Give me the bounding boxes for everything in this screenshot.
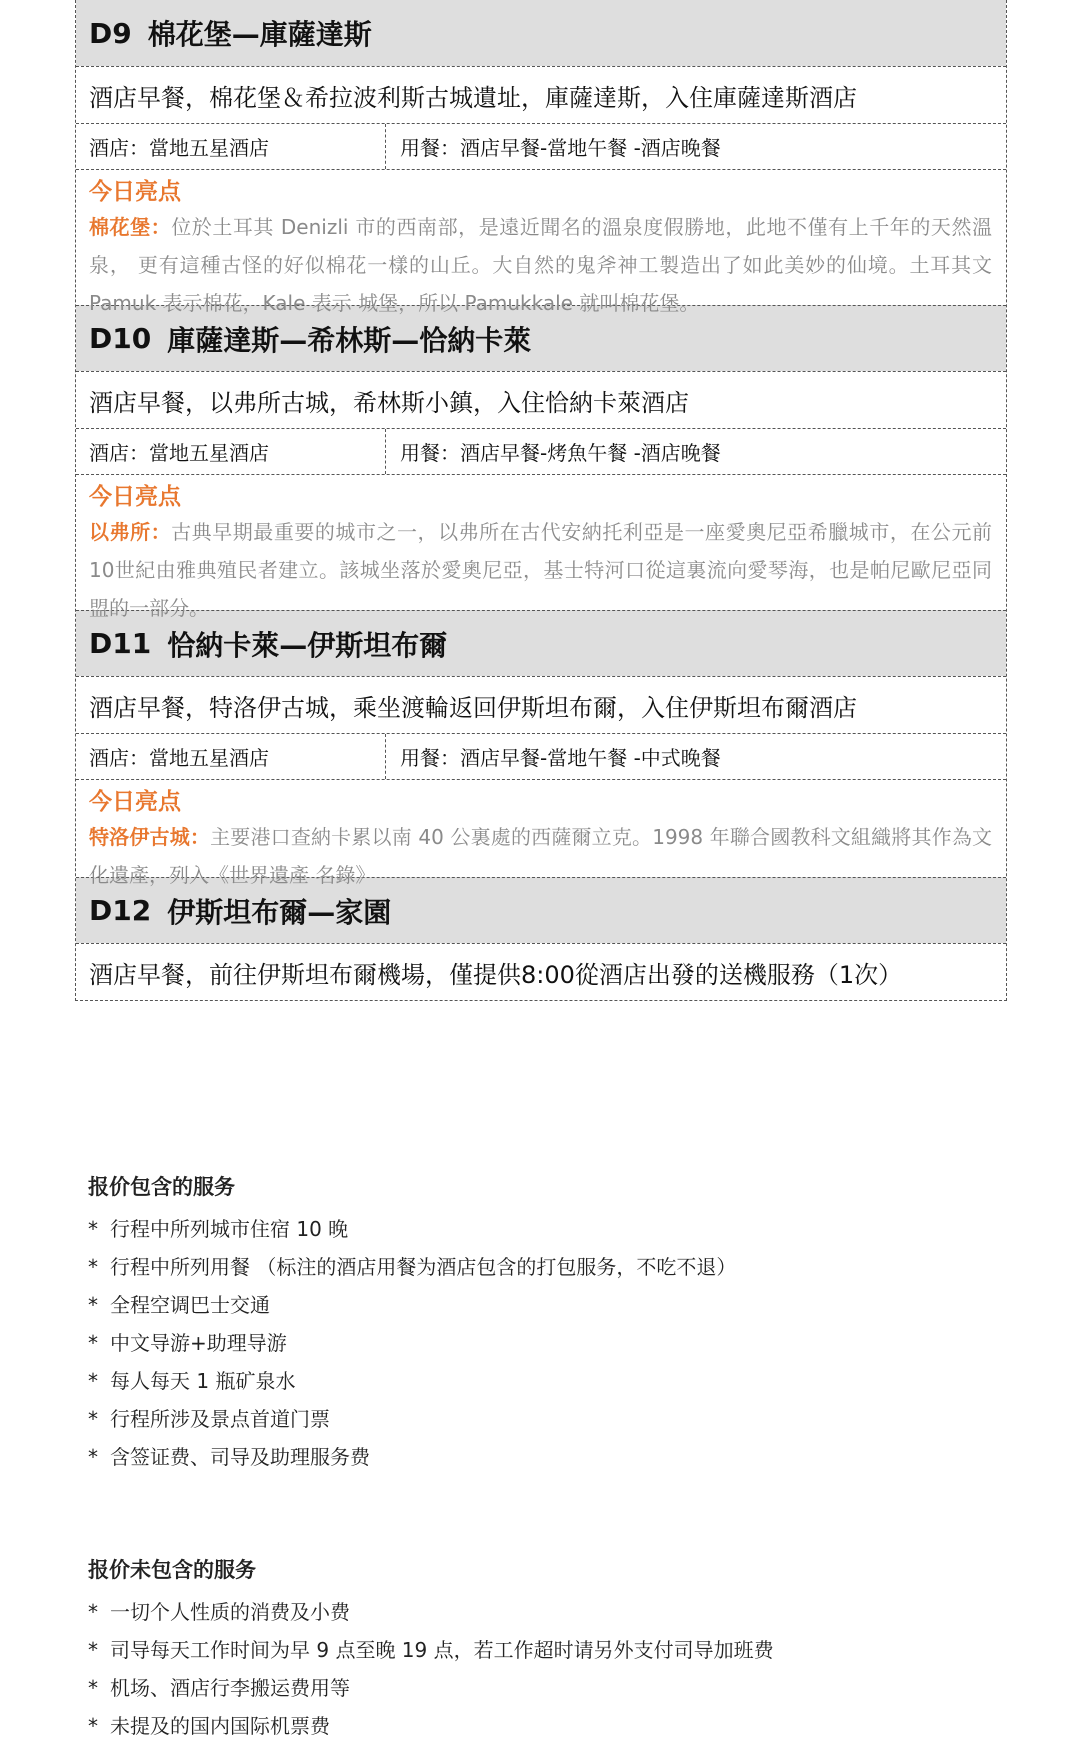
day-route: 酒店早餐，棉花堡＆希拉波利斯古城遺址，庫薩達斯，入住庫薩達斯酒店 [76, 66, 1006, 123]
list-item [88, 1362, 988, 1400]
day-route: 酒店早餐，特洛伊古城，乘坐渡輪返回伊斯坦布爾，入住伊斯坦布爾酒店 [76, 676, 1006, 733]
day-header [76, 610, 1006, 676]
list-item-text: 行程中所列用餐 （标注的酒店用餐为酒店包含的打包服务，不吃不退） [110, 1255, 737, 1279]
list-item-text: 含签证费、司导及助理服务费 [110, 1445, 370, 1469]
day-number: D9 [89, 16, 132, 50]
bullet: * [88, 1638, 98, 1662]
bullet: * [88, 1331, 98, 1355]
highlight-body: 主要港口查納卡累以南 40 公裏處的西薩爾立克。1998 年聯合國教科文組織將其作為文化遺產，列入《世界遺產 名錄》 [89, 825, 993, 887]
excluded-list [88, 1593, 988, 1745]
day-number: D10 [89, 322, 152, 355]
day-number: D12 [89, 894, 152, 927]
hotel-info: 酒店：當地五星酒店 [76, 734, 386, 779]
bullet: * [88, 1293, 98, 1317]
list-item-text: 中文导游+助理导游 [110, 1331, 287, 1355]
highlight-key: 特洛伊古城： [89, 825, 211, 849]
included-list [88, 1210, 988, 1476]
day-title: 伊斯坦布爾—家園 [167, 895, 392, 929]
itinerary-table [75, 0, 1007, 1001]
list-item [88, 1593, 988, 1631]
meal-info: 用餐：酒店早餐-當地午餐 -中式晚餐 [400, 746, 721, 770]
bullet: * [88, 1676, 98, 1700]
list-item-text: 机场、酒店行李搬运费用等 [110, 1676, 350, 1700]
list-item [88, 1438, 988, 1476]
highlight-title: 今日亮点 [89, 179, 181, 205]
list-item [88, 1248, 988, 1286]
highlight-title: 今日亮点 [89, 789, 181, 815]
day-meta [76, 123, 1006, 169]
day-title: 恰納卡萊—伊斯坦布爾 [167, 628, 448, 662]
day-number: D11 [89, 627, 152, 660]
list-item-text: 未提及的国内国际机票费 [110, 1714, 330, 1738]
day-highlight [76, 474, 1006, 620]
highlight-title: 今日亮点 [89, 484, 181, 510]
list-item [88, 1669, 988, 1707]
list-item [88, 1324, 988, 1362]
bullet: * [88, 1445, 98, 1469]
bullet: * [88, 1407, 98, 1431]
list-item-text: 全程空调巴士交通 [110, 1293, 270, 1317]
meal-info: 用餐：酒店早餐-烤魚午餐 -酒店晚餐 [400, 441, 721, 465]
list-item-text: 一切个人性质的消费及小费 [110, 1600, 350, 1624]
list-item [88, 1286, 988, 1324]
highlight-body: 位於土耳其 Denizli 市的西南部，是遠近聞名的溫泉度假勝地，此地不僅有上千年的天然溫泉， 更有這種古怪的好似棉花一樣的山丘。大自然的鬼斧神工製造出了如此美妙的仙境。土耳其文 Pamuk 表示棉花，Kale 表示 城堡，所以 Pamukkale 就叫棉花堡。 [89, 215, 992, 315]
bullet: * [88, 1217, 98, 1241]
day-header [76, 0, 1006, 66]
list-item [88, 1210, 988, 1248]
bullet: * [88, 1714, 98, 1738]
day-meta [76, 428, 1006, 474]
list-item-text: 每人每天 1 瓶矿泉水 [110, 1369, 296, 1393]
meal-info: 用餐：酒店早餐-當地午餐 -酒店晚餐 [400, 136, 721, 160]
hotel-info: 酒店：當地五星酒店 [76, 429, 386, 474]
bullet: * [88, 1369, 98, 1393]
day-highlight [76, 169, 1006, 315]
day-route: 酒店早餐，以弗所古城，希林斯小鎮，入住恰納卡萊酒店 [76, 371, 1006, 428]
day-highlight [76, 779, 1006, 887]
excluded-services [88, 1555, 988, 1745]
included-services [88, 1172, 988, 1476]
day-title: 庫薩達斯—希林斯—恰納卡萊 [167, 323, 532, 357]
day-title: 棉花堡—庫薩達斯 [147, 18, 372, 51]
highlight-key: 以弗所： [89, 520, 172, 544]
included-title: 报价包含的服务 [88, 1175, 235, 1199]
list-item-text: 司导每天工作时间为早 9 点至晚 19 点，若工作超时请另外支付司导加班费 [110, 1638, 774, 1662]
list-item-text: 行程中所列城市住宿 10 晚 [110, 1217, 349, 1241]
bullet: * [88, 1600, 98, 1624]
list-item [88, 1400, 988, 1438]
bullet: * [88, 1255, 98, 1279]
highlight-key: 棉花堡： [89, 215, 172, 239]
excluded-title: 报价未包含的服务 [88, 1558, 256, 1582]
list-item-text: 行程所涉及景点首道门票 [110, 1407, 330, 1431]
list-item [88, 1707, 988, 1745]
list-item [88, 1631, 988, 1669]
day-meta [76, 733, 1006, 779]
day-route: 酒店早餐，前往伊斯坦布爾機場，僅提供8:00從酒店出發的送機服務（1次） [76, 943, 1006, 1000]
hotel-info: 酒店：當地五星酒店 [76, 124, 386, 169]
highlight-body: 古典早期最重要的城市之一，以弗所在古代安納托利亞是一座愛奧尼亞希臘城市，在公元前10世紀由雅典殖民者建立。該城坐落於愛奧尼亞，基士特河口從這裏流向愛琴海，也是帕尼歐尼亞同盟的一部分。 [89, 520, 993, 620]
